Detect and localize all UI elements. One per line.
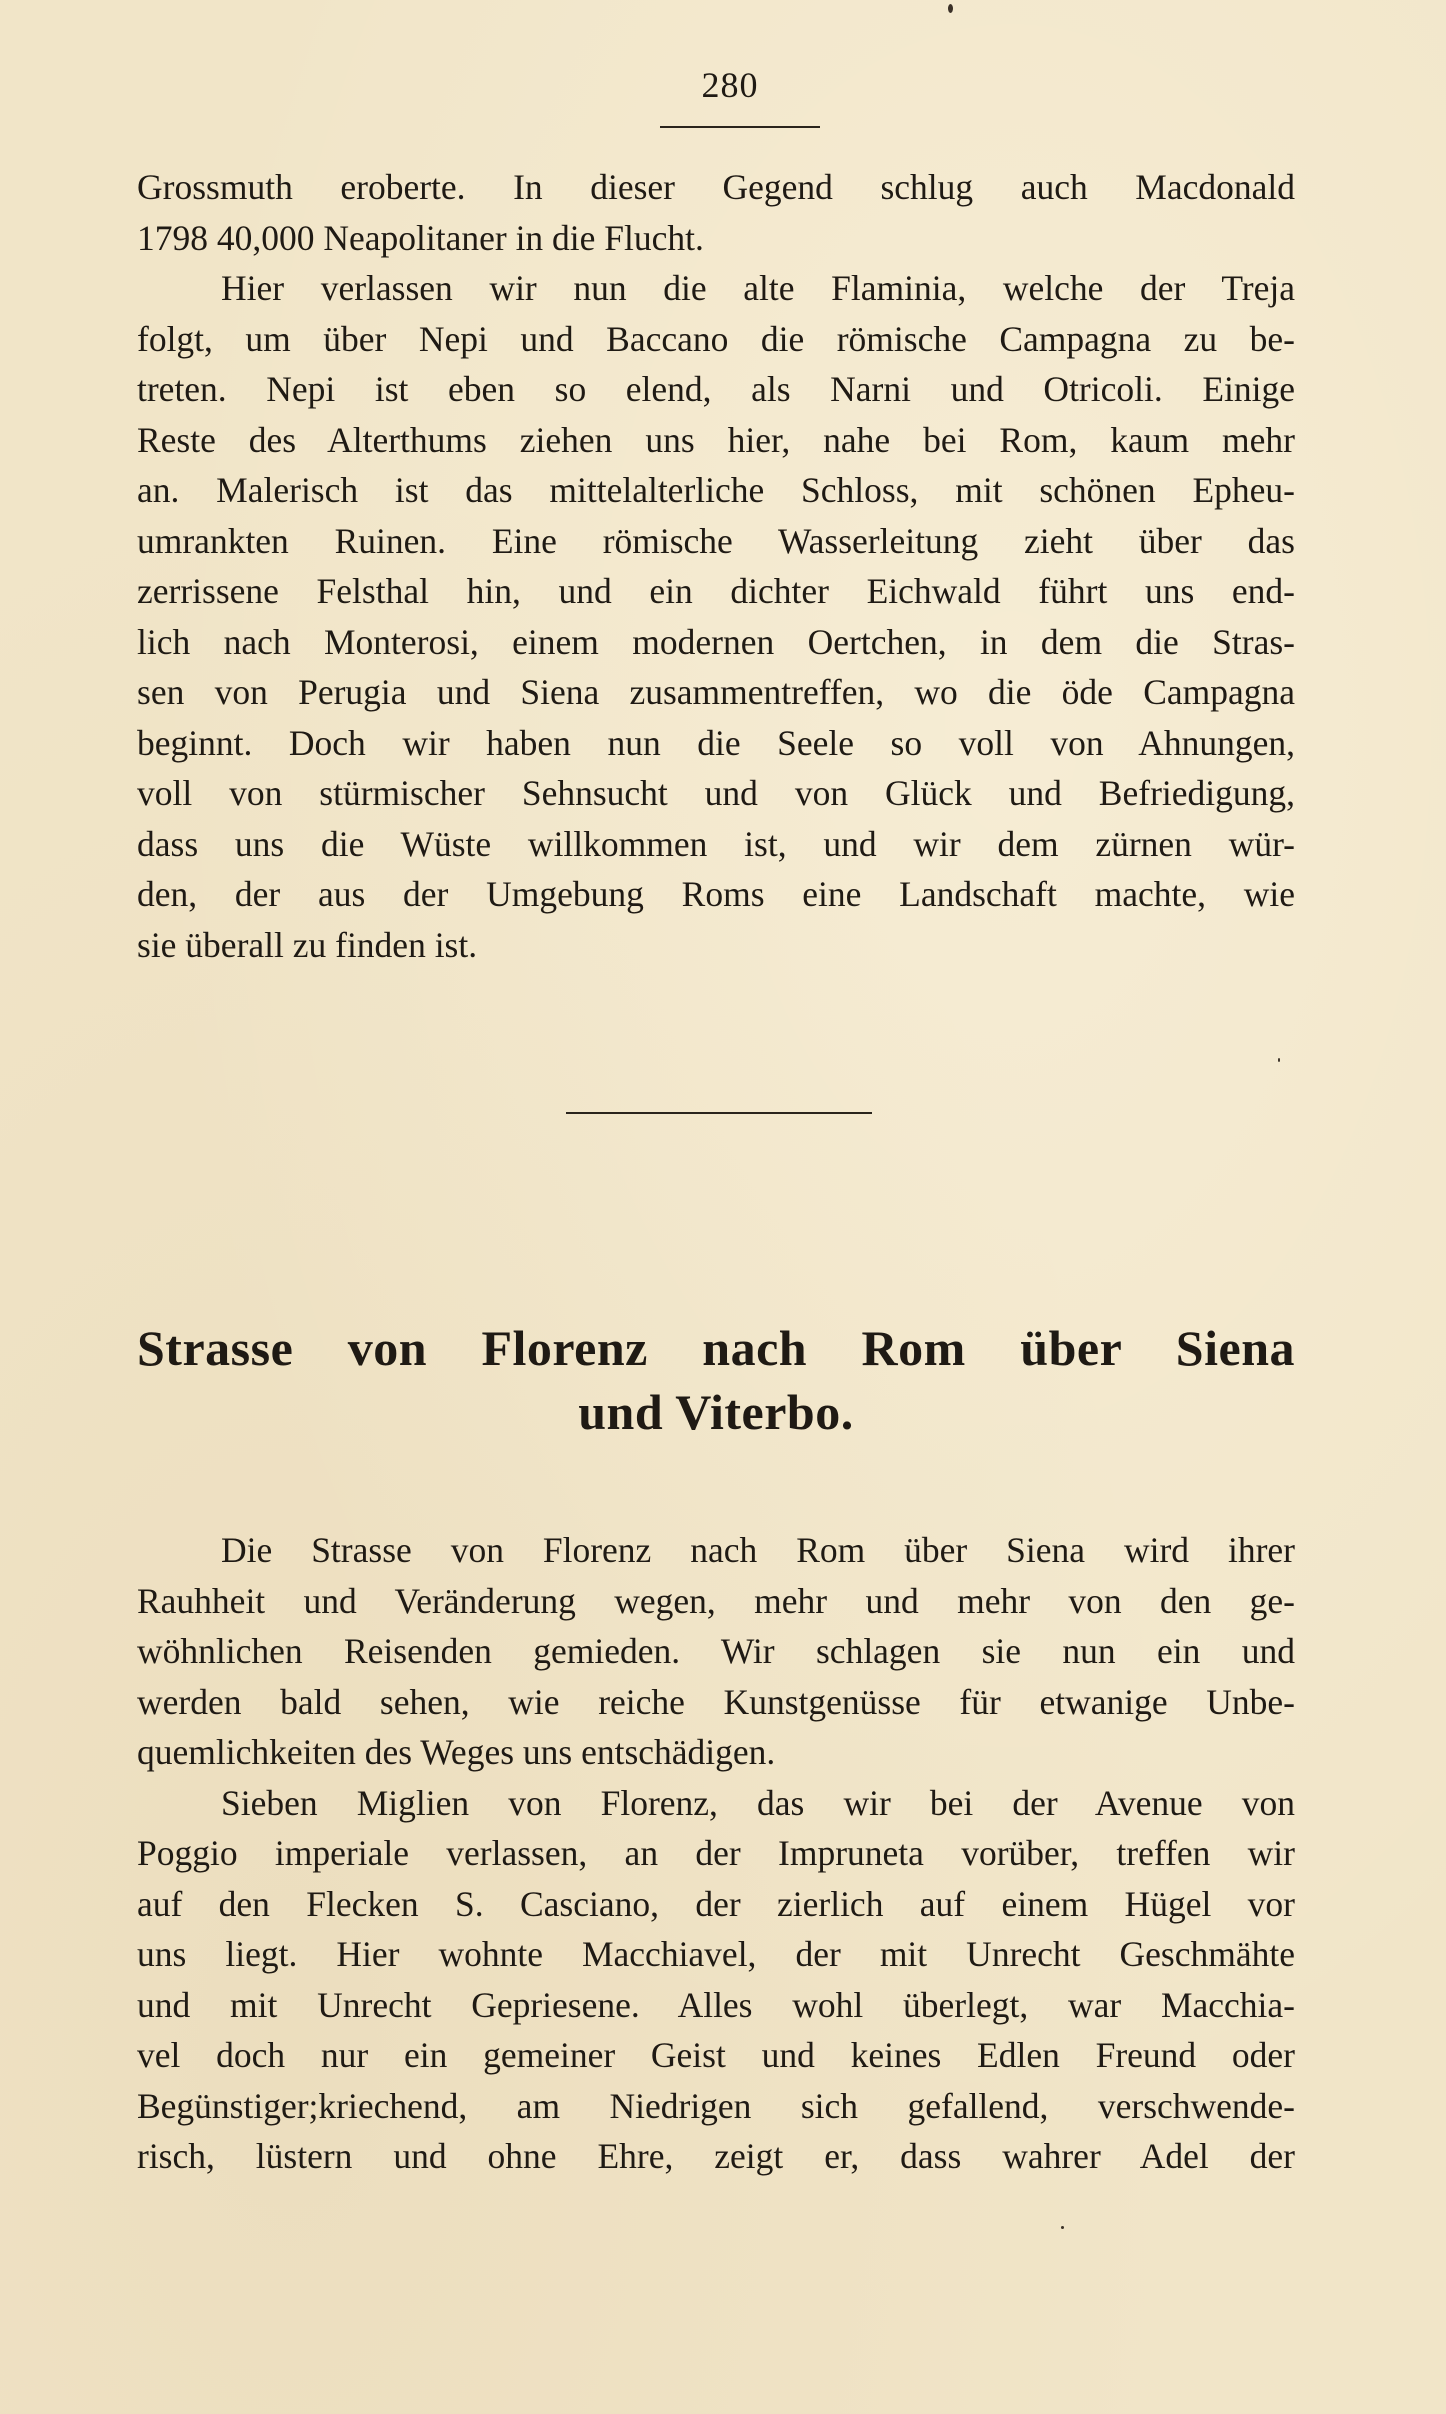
text-line: vel doch nur ein gemeiner Geist und keines Edlen Freund oder bbox=[137, 2035, 1295, 2075]
page-number: 280 bbox=[701, 65, 759, 105]
text-line: lich nach Monterosi, einem modernen Oertchen, in dem die Stras- bbox=[137, 621, 1295, 662]
text-line: auf den Flecken S. Casciano, der zierlich auf einem Hügel vor bbox=[137, 1883, 1295, 1924]
section-heading bbox=[137, 1316, 1295, 1444]
paper-speck bbox=[948, 4, 953, 13]
text-block-bottom bbox=[137, 1525, 1295, 2182]
text-line: sen von Perugia und Siena zusammentreffen, wo die öde Campagna bbox=[137, 672, 1295, 712]
text-line: uns liegt. Hier wohnte Macchiavel, der mit Unrecht Geschmähte bbox=[137, 1934, 1295, 1974]
text-block-top bbox=[137, 162, 1295, 970]
text-line: Reste des Alterthums ziehen uns hier, nahe bei Rom, kaum mehr bbox=[137, 419, 1295, 460]
text-line: Hier verlassen wir nun die alte Flaminia, welche der Treja bbox=[221, 268, 1295, 308]
text-line: treten. Nepi ist eben so elend, als Narni und Otricoli. Einige bbox=[137, 369, 1295, 409]
text-line: 1798 40,000 Neapolitaner in die Flucht. bbox=[137, 217, 704, 258]
text-line: Begünstiger;kriechend, am Niedrigen sich gefallend, verschwende- bbox=[137, 2085, 1295, 2126]
section-divider bbox=[566, 1112, 872, 1114]
text-line: den, der aus der Umgebung Roms eine Landschaft machte, wie bbox=[137, 874, 1295, 914]
text-line: Die Strasse von Florenz nach Rom über Siena wird ihrer bbox=[221, 1530, 1295, 1570]
text-line: quemlichkeiten des Weges uns entschädigen. bbox=[137, 1732, 776, 1772]
text-line: beginnt. Doch wir haben nun die Seele so voll von Ahnungen, bbox=[137, 722, 1295, 763]
section-heading-line-1: Strasse von Florenz nach Rom über Siena bbox=[137, 1320, 1295, 1376]
text-line: risch, lüstern und ohne Ehre, zeigt er, dass wahrer Adel der bbox=[137, 2136, 1295, 2176]
paper-speck bbox=[1061, 2226, 1064, 2229]
text-line: folgt, um über Nepi und Baccano die römische Campagna zu be- bbox=[137, 318, 1295, 359]
text-line: Grossmuth eroberte. In dieser Gegend schlug auch Macdonald bbox=[137, 167, 1295, 207]
paper-speck bbox=[1278, 1058, 1280, 1062]
text-line: zerrissene Felsthal hin, und ein dichter Eichwald führt uns end- bbox=[137, 571, 1295, 611]
text-line: Rauhheit und Veränderung wegen, mehr und mehr von den ge- bbox=[137, 1580, 1295, 1621]
text-line: sie überall zu finden ist. bbox=[137, 924, 478, 965]
page-number-rule bbox=[660, 126, 820, 128]
text-line: und mit Unrecht Gepriesene. Alles wohl überlegt, war Macchia- bbox=[137, 1984, 1295, 2025]
text-line: an. Malerisch ist das mittelalterliche Schloss, mit schönen Epheu- bbox=[137, 470, 1295, 510]
text-line: umrankten Ruinen. Eine römische Wasserleitung zieht über das bbox=[137, 520, 1295, 561]
text-line: dass uns die Wüste willkommen ist, und wir dem zürnen wür- bbox=[137, 823, 1295, 864]
text-line: wöhnlichen Reisenden gemieden. Wir schlagen sie nun ein und bbox=[137, 1631, 1295, 1671]
text-line: voll von stürmischer Sehnsucht und von Glück und Befriedigung, bbox=[137, 773, 1295, 813]
text-line: Sieben Miglien von Florenz, das wir bei der Avenue von bbox=[221, 1782, 1295, 1823]
section-heading-line-2: und Viterbo. bbox=[578, 1384, 854, 1440]
text-line: werden bald sehen, wie reiche Kunstgenüsse für etwanige Unbe- bbox=[137, 1681, 1295, 1722]
text-line: Poggio imperiale verlassen, an der Impruneta vorüber, treffen wir bbox=[137, 1833, 1295, 1873]
